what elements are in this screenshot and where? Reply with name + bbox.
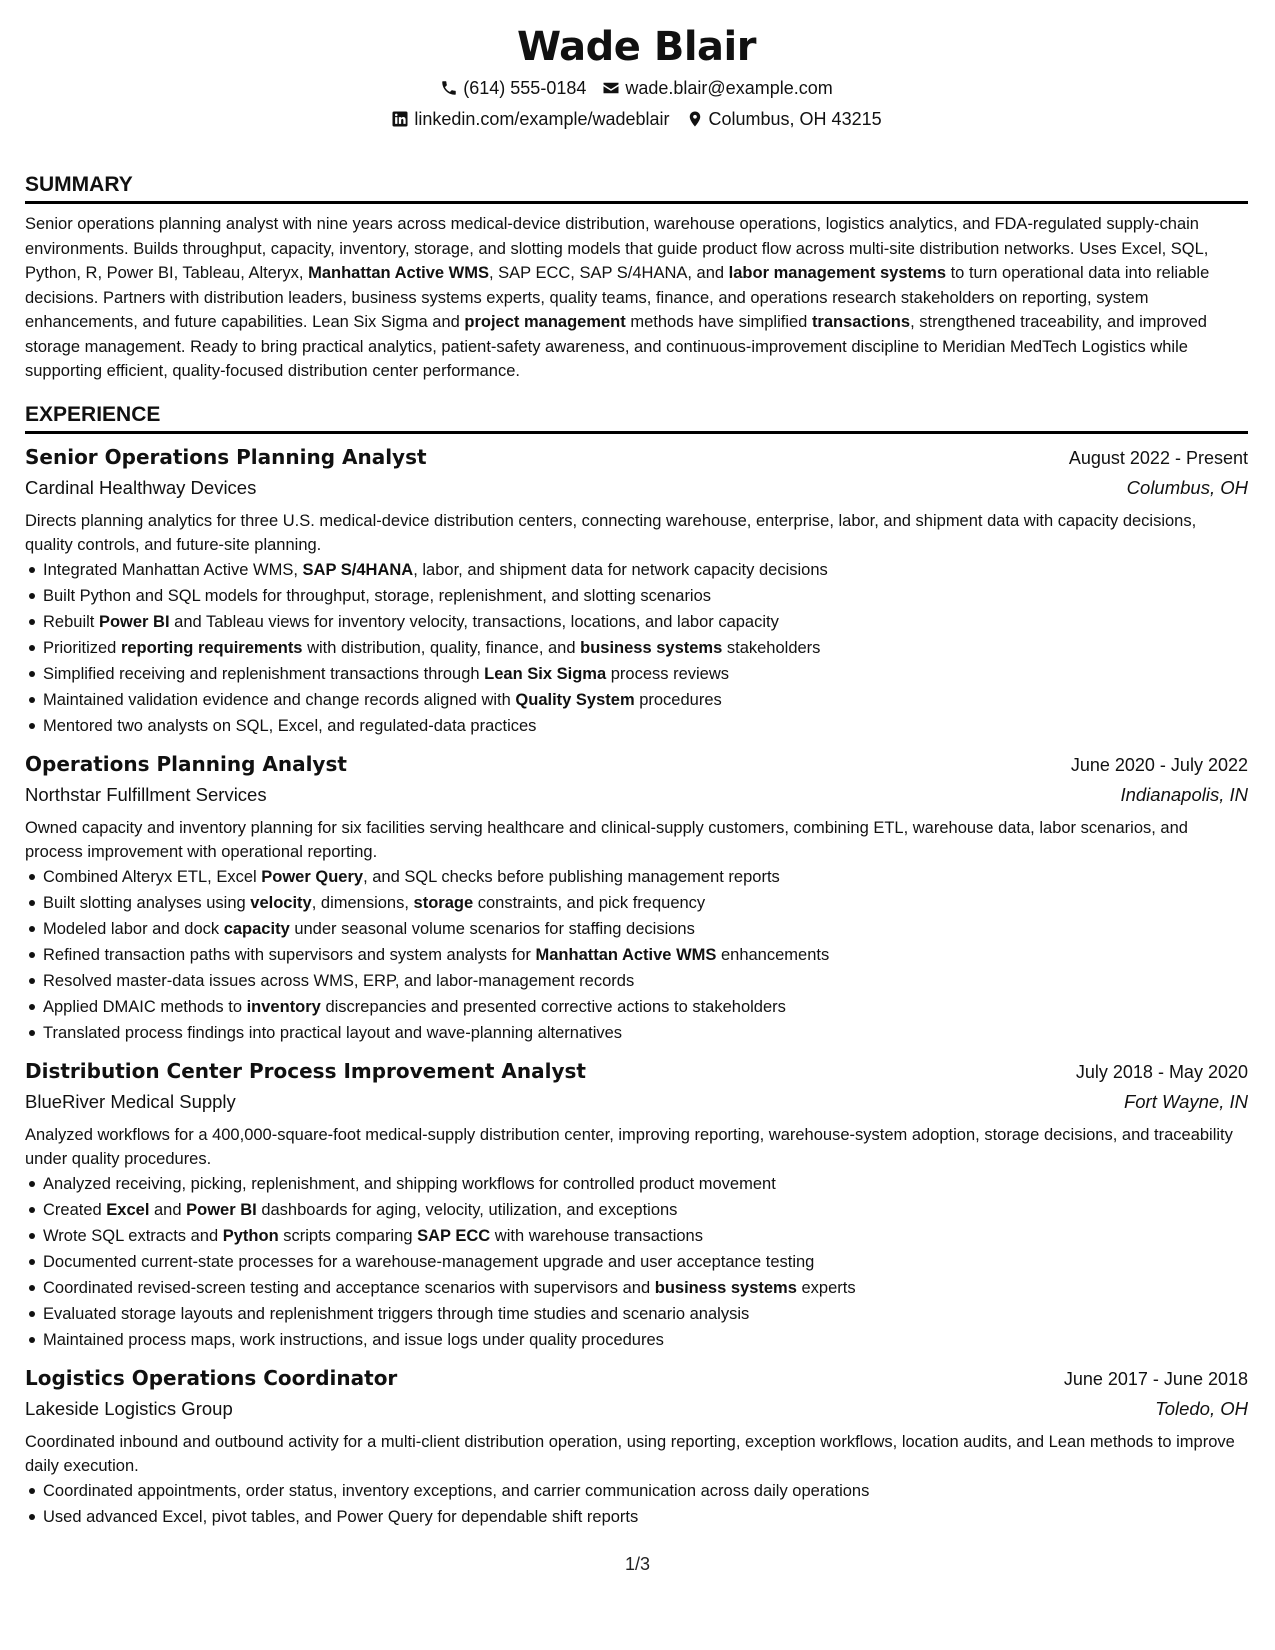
- job-description: Owned capacity and inventory planning for six facilities serving healthcare and clinical-supply customers, combining ETL, warehouse data, labor scenarios, and process improvement with operational reporting.: [25, 818, 1188, 861]
- job-entry: [25, 1056, 1248, 1353]
- text-run: with warehouse transactions: [490, 1226, 703, 1245]
- text-run: Created: [43, 1200, 107, 1219]
- list-item: [25, 1301, 1248, 1327]
- experience-list: [25, 442, 1248, 1530]
- list-item: [25, 713, 1248, 739]
- contact-row-2: [25, 107, 1248, 131]
- bold-keyword: labor management systems: [728, 264, 947, 282]
- linkedin-url[interactable]: linkedin.com/example/wadeblair: [414, 109, 670, 129]
- text-run: Coordinated appointments, order status, inventory exceptions, and carrier communication across daily operations: [43, 1481, 870, 1500]
- text-run: , SAP ECC, SAP S/4HANA, and: [489, 264, 729, 282]
- job-title: Logistics Operations Coordinator: [25, 1365, 398, 1390]
- job-header-row: [25, 1363, 1248, 1394]
- text-run: experts: [796, 1278, 856, 1297]
- text-run: Simplified receiving and replenishment transactions through: [43, 664, 485, 683]
- list-item: [25, 1504, 1248, 1530]
- list-item: [25, 1020, 1248, 1046]
- list-item: [25, 1327, 1248, 1353]
- text-run: Integrated Manhattan Active WMS,: [43, 560, 303, 579]
- job-company: Lakeside Logistics Group: [25, 1397, 233, 1419]
- text-run: Translated process findings into practical layout and wave-planning alternatives: [43, 1023, 623, 1042]
- text-run: , and SQL checks before publishing management reports: [363, 867, 780, 886]
- job-header-row: [25, 1056, 1248, 1087]
- list-item: [25, 583, 1248, 609]
- job-company-row: [25, 1087, 1248, 1117]
- text-run: and: [149, 1200, 187, 1219]
- bold-keyword: storage: [413, 893, 474, 912]
- contact-row-1: [25, 76, 1248, 100]
- location-contact: [686, 107, 882, 131]
- job-title: Distribution Center Process Improvement Analyst: [25, 1058, 586, 1083]
- text-run: Coordinated revised-screen testing and acceptance scenarios with supervisors and: [43, 1278, 655, 1297]
- text-run: and Tableau views for inventory velocity, transactions, locations, and labor capacity: [169, 612, 779, 631]
- text-run: enhancements: [716, 945, 830, 964]
- bold-keyword: Python: [222, 1226, 279, 1245]
- text-run: procedures: [634, 690, 722, 709]
- text-run: Evaluated storage layouts and replenishment triggers through time studies and scenario analysis: [43, 1304, 750, 1323]
- list-item: [25, 890, 1248, 916]
- text-run: with distribution, quality, finance, and: [302, 638, 581, 657]
- job-description: Coordinated inbound and outbound activity for a multi-client distribution operation, using reporting, exception workflows, location audits, and Lean methods to improve daily execution.: [25, 1432, 1235, 1475]
- bold-keyword: Manhattan Active WMS: [535, 945, 717, 964]
- job-description: Analyzed workflows for a 400,000-square-foot medical-supply distribution center, improving reporting, warehouse-system adoption, storage decisions, and traceability under quality procedures.: [25, 1125, 1233, 1168]
- text-run: , dimensions,: [311, 893, 414, 912]
- list-item: [25, 1171, 1248, 1197]
- map-pin-icon: [686, 110, 704, 128]
- list-item: [25, 609, 1248, 635]
- text-run: Wrote SQL extracts and: [43, 1226, 223, 1245]
- text-run: discrepancies and presented corrective actions to stakeholders: [320, 997, 786, 1016]
- bold-keyword: velocity: [250, 893, 312, 912]
- bold-keyword: transactions: [811, 313, 911, 331]
- bold-keyword: Excel: [106, 1200, 150, 1219]
- text-run: , labor, and shipment data for network capacity decisions: [413, 560, 828, 579]
- job-bullets: [25, 864, 1248, 1046]
- list-item: [25, 687, 1248, 713]
- linkedin-contact[interactable]: [391, 107, 669, 131]
- list-item: [25, 968, 1248, 994]
- list-item: [25, 864, 1248, 890]
- text-run: Rebuilt: [43, 612, 99, 631]
- job-location: Columbus, OH: [1126, 476, 1248, 498]
- phone-number: (614) 555-0184: [463, 78, 587, 98]
- job-location: Indianapolis, IN: [1120, 783, 1248, 805]
- job-bullets: [25, 557, 1248, 739]
- linkedin-icon: [391, 110, 409, 128]
- job-entry: [25, 749, 1248, 1046]
- job-company-row: [25, 780, 1248, 810]
- job-entry: [25, 442, 1248, 739]
- text-run: methods have simplified: [625, 313, 812, 331]
- list-item: [25, 557, 1248, 583]
- bold-keyword: project management: [464, 313, 626, 331]
- text-run: Built Python and SQL models for throughput, storage, replenishment, and slotting scenarios: [43, 586, 712, 605]
- bold-keyword: business systems: [654, 1278, 797, 1297]
- job-company: Northstar Fulfillment Services: [25, 783, 267, 805]
- text-run: Maintained validation evidence and change records aligned with: [43, 690, 516, 709]
- text-run: Senior operations planning analyst with nine years across medical-device distribution, warehouse operations, logistics analytics, and FDA-regulated supply-chain environments. Builds throughput, capacity, inventory, storage, and slotting models that guide product flow across multi-site distribution networks. Uses Excel, SQL, Python, R, Power BI, Tableau, Alteryx,: [25, 215, 1209, 282]
- list-item: [25, 916, 1248, 942]
- text-run: Documented current-state processes for a warehouse-management upgrade and user acceptance testing: [43, 1252, 815, 1271]
- resume-page: [25, 22, 1248, 1530]
- text-run: Analyzed receiving, picking, replenishment, and shipping workflows for controlled product movement: [43, 1174, 776, 1193]
- text-run: constraints, and pick frequency: [473, 893, 706, 912]
- bold-keyword: Power BI: [186, 1200, 257, 1219]
- list-item: [25, 661, 1248, 687]
- text-run: process reviews: [606, 664, 730, 683]
- text-run: dashboards for aging, velocity, utilization, and exceptions: [256, 1200, 678, 1219]
- list-item: [25, 994, 1248, 1020]
- job-dates: June 2020 - July 2022: [1070, 754, 1248, 775]
- list-item: [25, 1223, 1248, 1249]
- job-bullets: [25, 1478, 1248, 1530]
- text-run: under seasonal volume scenarios for staffing decisions: [289, 919, 695, 938]
- text-run: Built slotting analyses using: [43, 893, 251, 912]
- summary-heading: SUMMARY: [25, 172, 1248, 204]
- text-run: Combined Alteryx ETL, Excel: [43, 867, 262, 886]
- job-company: Cardinal Healthway Devices: [25, 476, 257, 498]
- list-item: [25, 1275, 1248, 1301]
- page-number: 1/3: [624, 1554, 651, 1574]
- text-run: Maintained process maps, work instructions, and issue logs under quality procedures: [43, 1330, 664, 1349]
- job-description: Directs planning analytics for three U.S. medical-device distribution centers, connecting warehouse, enterprise, labor, and shipment data with capacity decisions, quality controls, and future-site planning.: [25, 511, 1197, 554]
- job-location: Fort Wayne, IN: [1123, 1090, 1248, 1112]
- text-run: Prioritized: [43, 638, 121, 657]
- job-dates: June 2017 - June 2018: [1063, 1368, 1248, 1389]
- bold-keyword: business systems: [580, 638, 723, 657]
- text-run: stakeholders: [722, 638, 821, 657]
- job-header-row: [25, 749, 1248, 780]
- envelope-icon: [602, 79, 620, 97]
- job-dates: July 2018 - May 2020: [1075, 1061, 1248, 1082]
- bold-keyword: SAP ECC: [417, 1226, 491, 1245]
- job-company: BlueRiver Medical Supply: [25, 1090, 236, 1112]
- bold-keyword: SAP S/4HANA: [302, 560, 414, 579]
- job-company-row: [25, 1394, 1248, 1424]
- job-company-row: [25, 473, 1248, 503]
- text-run: Refined transaction paths with supervisors and system analysts for: [43, 945, 536, 964]
- bold-keyword: Lean Six Sigma: [484, 664, 607, 683]
- list-item: [25, 1478, 1248, 1504]
- bold-keyword: capacity: [223, 919, 290, 938]
- job-title: Senior Operations Planning Analyst: [25, 444, 427, 469]
- candidate-name: Wade Blair: [516, 24, 756, 70]
- list-item: [25, 1197, 1248, 1223]
- bold-keyword: Power Query: [261, 867, 364, 886]
- job-location: Toledo, OH: [1155, 1397, 1248, 1419]
- location-text: Columbus, OH 43215: [708, 109, 882, 129]
- job-bullets: [25, 1171, 1248, 1353]
- bold-keyword: Quality System: [515, 690, 635, 709]
- phone-contact: [440, 76, 586, 100]
- job-entry: [25, 1363, 1248, 1530]
- list-item: [25, 942, 1248, 968]
- bold-keyword: inventory: [246, 997, 321, 1016]
- list-item: [25, 1249, 1248, 1275]
- text-run: to turn operational data into reliable decisions. Partners with distribution leaders, business systems experts, quality teams, finance, and operations research stakeholders on reporting, system enhancements, and future capabilities. Lean Six Sigma and: [25, 264, 1210, 331]
- job-title: Operations Planning Analyst: [25, 751, 347, 776]
- text-run: Applied DMAIC methods to: [43, 997, 247, 1016]
- job-dates: August 2022 - Present: [1068, 447, 1248, 468]
- text-run: scripts comparing: [278, 1226, 418, 1245]
- email-contact[interactable]: [602, 76, 832, 100]
- email-address[interactable]: wade.blair@example.com: [625, 78, 833, 98]
- bold-keyword: Power BI: [98, 612, 170, 631]
- summary-paragraph: [25, 212, 1248, 384]
- bold-keyword: Manhattan Active WMS: [308, 264, 489, 282]
- list-item: [25, 635, 1248, 661]
- text-run: Resolved master-data issues across WMS, ERP, and labor-management records: [43, 971, 635, 990]
- bold-keyword: reporting requirements: [120, 638, 303, 657]
- text-run: Used advanced Excel, pivot tables, and Power Query for dependable shift reports: [43, 1507, 639, 1526]
- experience-heading: EXPERIENCE: [25, 402, 1248, 434]
- phone-icon: [440, 79, 458, 97]
- text-run: Modeled labor and dock: [43, 919, 224, 938]
- job-header-row: [25, 442, 1248, 473]
- text-run: , strengthened traceability, and improved storage management. Ready to bring practical analytics, patient-safety awareness, and continuous-improvement discipline to Meridian MedTech Logistics while supporting efficient, quality-focused distribution center performance.: [25, 313, 1207, 380]
- text-run: Mentored two analysts on SQL, Excel, and regulated-data practices: [43, 716, 537, 735]
